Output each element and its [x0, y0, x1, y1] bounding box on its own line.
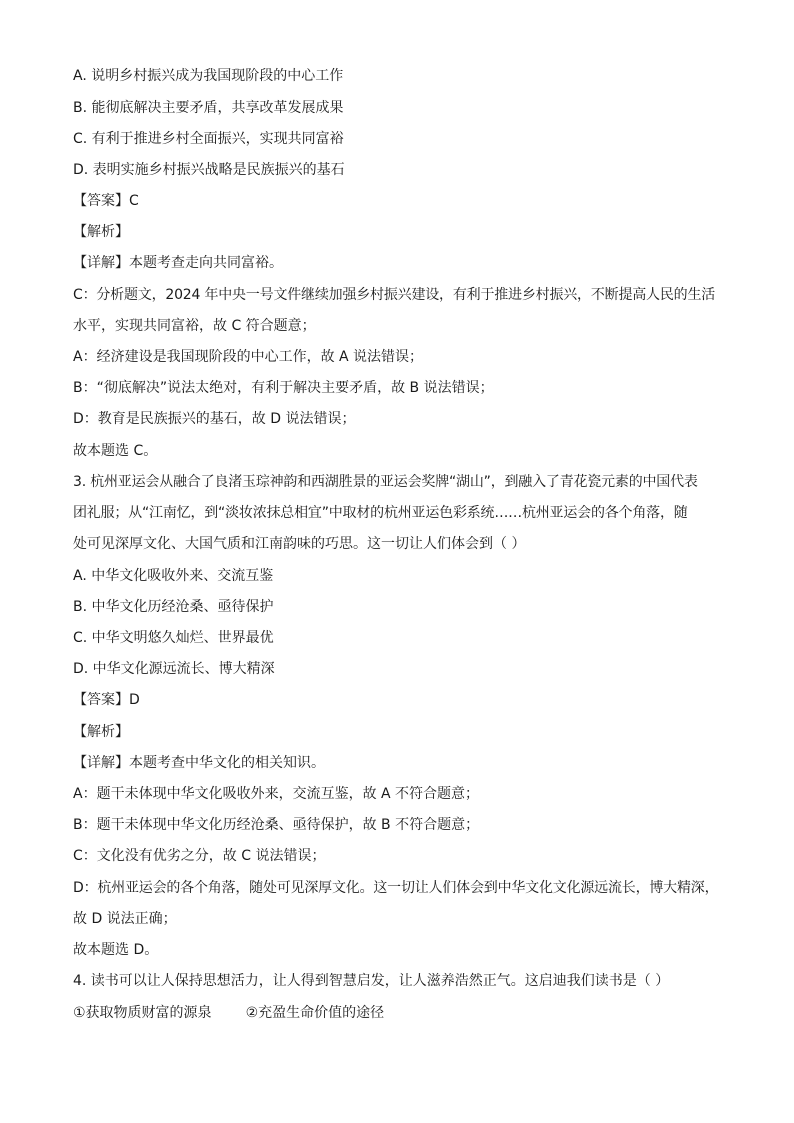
explanation-line: B：题干未体现中华文化历经沧桑、亟待保护，故 B 不符合题意；	[73, 817, 480, 833]
analysis-label: 【解析】	[73, 724, 129, 740]
explanation-line: C：分析题文，2024 年中央一号文件继续加强乡村振兴建设，有利于推进乡村振兴，不断提高人民的生活	[73, 287, 716, 303]
explanation-line: D：教育是民族振兴的基石，故 D 说法错误；	[73, 411, 356, 427]
choice-2: ②充盈生命价值的途径	[245, 1005, 385, 1021]
question-stem: 处可见深厚文化、大国气质和江南韵味的巧思。这一切让人们体会到（ ）	[73, 536, 526, 552]
explanation-line: C：文化没有优劣之分，故 C 说法错误；	[73, 848, 326, 864]
answer-label: 【答案】C	[73, 193, 139, 209]
conclusion-line: 故本题选 D。	[73, 942, 159, 958]
option-b: B. 中华文化历经沧桑、亟待保护	[73, 599, 274, 615]
option-b: B. 能彻底解决主要矛盾，共享改革发展成果	[73, 100, 344, 116]
option-a: A. 说明乡村振兴成为我国现阶段的中心工作	[73, 68, 344, 84]
question-stem: 4. 读书可以让人保持思想活力，让人得到智慧启发，让人滋养浩然正气。这启迪我们读书是（ ）	[73, 973, 670, 989]
option-c: C. 中华文明悠久灿烂、世界最优	[73, 630, 274, 646]
explanation-line: A：经济建设是我国现阶段的中心工作，故 A 说法错误；	[73, 349, 424, 365]
explanation-line: B：“彻底解决”说法太绝对，有利于解决主要矛盾，故 B 说法错误；	[73, 380, 494, 396]
explanation-line: D：杭州亚运会的各个角落，随处可见深厚文化。这一切让人们体会到中华文化文化源远流长，博大精深，	[73, 880, 719, 896]
detail-line: 【详解】本题考查走向共同富裕。	[73, 255, 283, 271]
answer-label: 【答案】D	[73, 692, 140, 708]
option-d: D. 中华文化源远流长、博大精深	[73, 661, 275, 677]
conclusion-line: 故本题选 C。	[73, 443, 158, 459]
question-stem: 团礼服；从“江南忆，到“淡妆浓抹总相宜”中取材的杭州亚运色彩系统……杭州亚运会的各个角落，随	[73, 505, 688, 521]
explanation-line: 故 D 说法正确；	[73, 911, 177, 927]
option-d: D. 表明实施乡村振兴战略是民族振兴的基石	[73, 162, 345, 178]
analysis-label: 【解析】	[73, 224, 129, 240]
detail-line: 【详解】本题考查中华文化的相关知识。	[73, 755, 325, 771]
question-stem: 3. 杭州亚运会从融合了良渚玉琮神韵和西湖胜景的亚运会奖牌“湖山”，到融入了青花瓷元素的中国代表	[73, 474, 698, 490]
choice-row	[73, 1003, 754, 1023]
explanation-line: 水平，实现共同富裕，故 C 符合题意；	[73, 318, 316, 334]
option-a: A. 中华文化吸收外来、交流互鉴	[73, 568, 274, 584]
choice-1: ①获取物质财富的源泉	[73, 1005, 212, 1021]
explanation-line: A：题干未体现中华文化吸收外来，交流互鉴，故 A 不符合题意；	[73, 786, 480, 802]
option-c: C. 有利于推进乡村全面振兴，实现共同富裕	[73, 131, 344, 147]
